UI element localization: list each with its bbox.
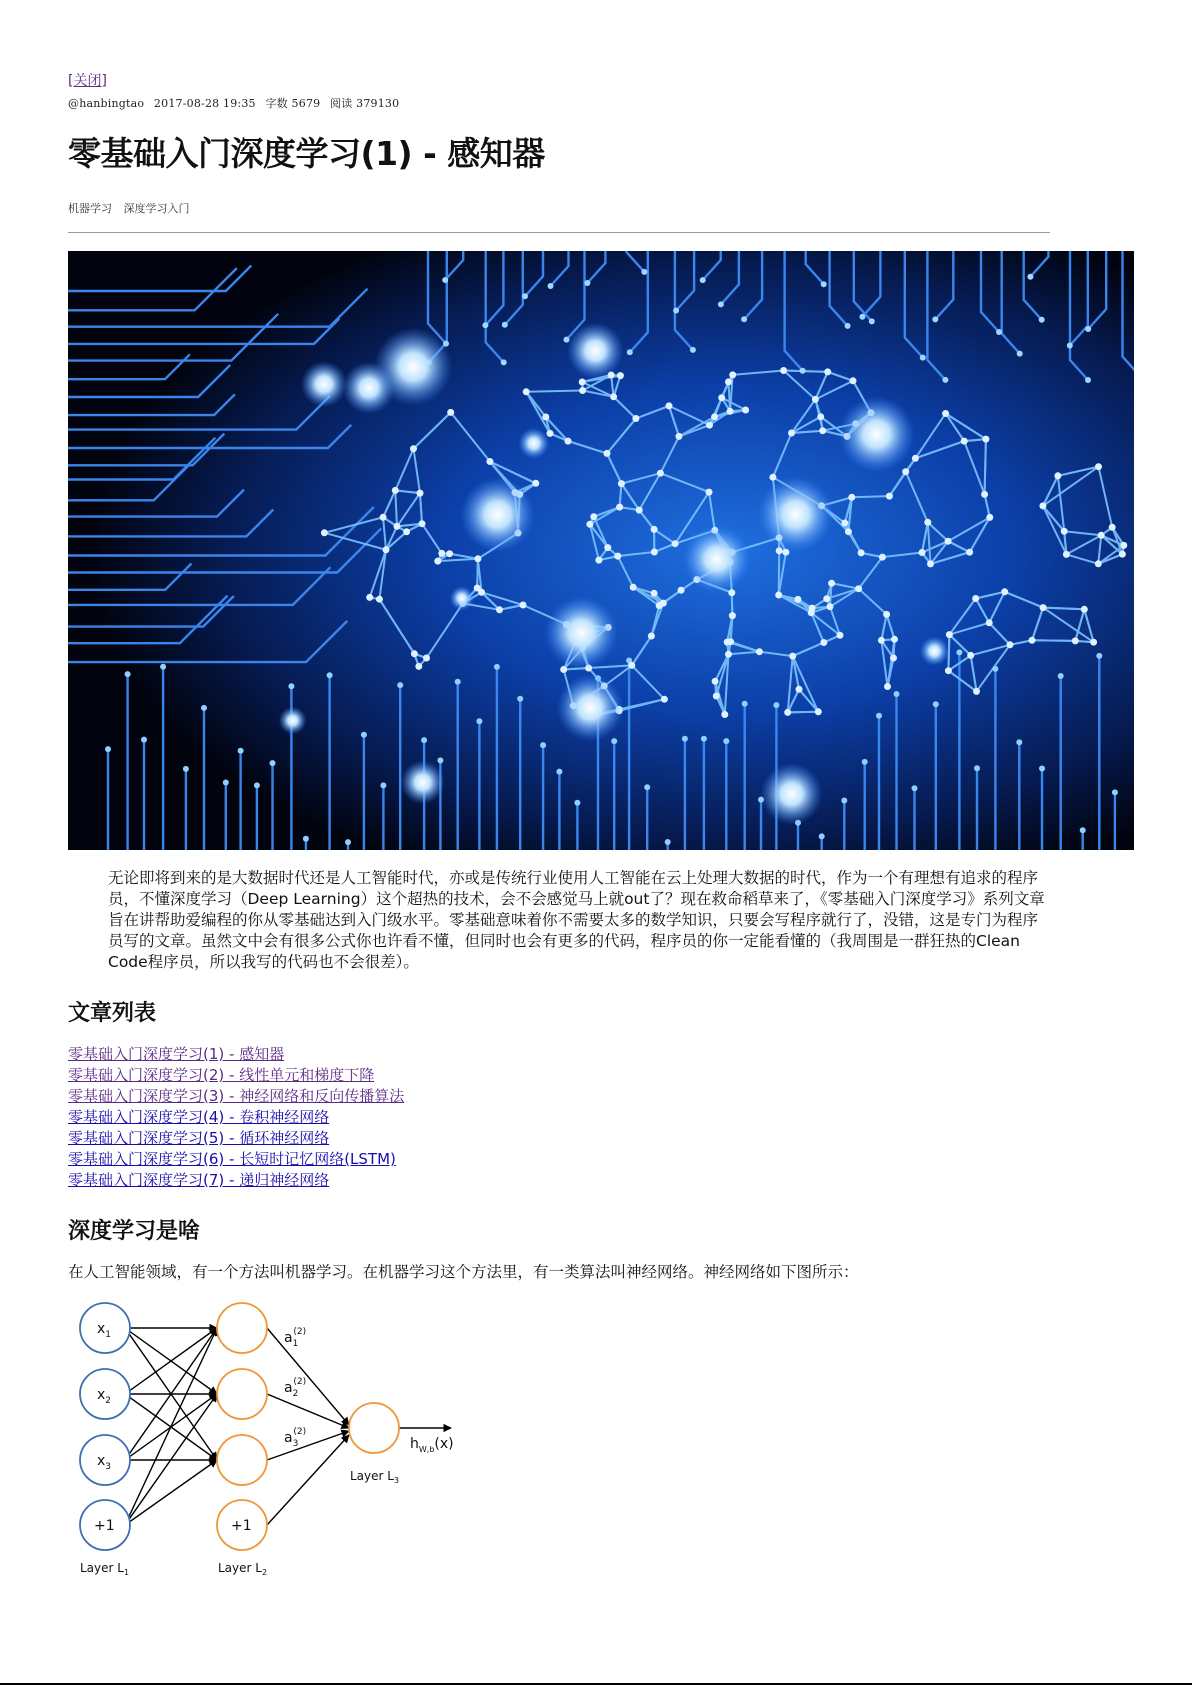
output-label: $h_{W,b}(x)$: [410, 1436, 454, 1454]
hidden-node: [217, 1303, 267, 1353]
article-link[interactable]: 零基础入门深度学习(2) - 线性单元和梯度下降: [68, 1066, 375, 1084]
tag[interactable]: 机器学习: [68, 202, 112, 215]
neural-network-svg: [68, 1295, 468, 1585]
article-link[interactable]: 零基础入门深度学习(1) - 感知器: [68, 1045, 285, 1063]
activation-label: $a_1(2)$: [284, 1327, 307, 1349]
word-count: 字数 5679: [265, 97, 321, 110]
node-label: $x_1$: [97, 1321, 112, 1340]
circuit-brain-illustration: [68, 251, 1134, 850]
intro-paragraph: 无论即将到来的是大数据时代还是人工智能时代，亦或是传统行业使用人工智能在云上处理大数据的时代，作为一个有理想有追求的程序员，不懂深度学习（Deep Learning）这个超热的技术，会不会感觉马上就out了？现在救命稻草来了，《零基础入门深度学习》系列文章旨在讲帮助爱编程的你从零基础达到入门级水平。零基础意味着你不需要太多的数学知识，只要会写程序就行了，没错，这是专门为程序员写的文章。虽然文中会有很多公式你也许看不懂，但同时也会有更多的代码，程序员的你一定能看懂的（我周围是一群狂热的Clean Code程序员，所以我写的代码也不会很差）。: [108, 869, 1045, 971]
section-heading-deep-learning: 深度学习是啥: [68, 1219, 201, 1244]
hero-image: [68, 251, 1134, 850]
node-label: $x_3$: [97, 1453, 112, 1472]
output-node: [349, 1403, 399, 1453]
article-link-list: [68, 1044, 404, 1191]
section-heading-article-list: 文章列表: [68, 1001, 157, 1026]
article-link[interactable]: 零基础入门深度学习(3) - 神经网络和反向传播算法: [68, 1087, 405, 1105]
node-label: +1: [231, 1518, 252, 1534]
connection-lines: [125, 1328, 451, 1525]
page-title: 零基础入门深度学习(1) - 感知器: [68, 134, 545, 173]
read-count: 阅读 379130: [330, 97, 400, 110]
divider: [68, 232, 1050, 233]
tag-list: [68, 200, 198, 216]
author: @hanbingtao: [68, 97, 145, 110]
activation-label: $a_3(2)$: [284, 1427, 307, 1449]
article-link[interactable]: 零基础入门深度学习(7) - 递归神经网络: [68, 1171, 330, 1189]
activation-label: $a_2(2)$: [284, 1377, 307, 1399]
node-label: $x_2$: [97, 1387, 112, 1406]
layer-label: Layer $L_1$: [80, 1561, 130, 1577]
tag[interactable]: 深度学习入门: [123, 202, 190, 215]
article-link[interactable]: 零基础入门深度学习(4) - 卷积神经网络: [68, 1108, 330, 1126]
node-label: +1: [94, 1518, 115, 1534]
close-link[interactable]: [关闭]: [68, 73, 107, 89]
hidden-node: [217, 1369, 267, 1419]
deep-learning-paragraph: 在人工智能领域，有一个方法叫机器学习。在机器学习这个方法里，有一类算法叫神经网络。神经网络如下图所示：: [68, 1263, 859, 1281]
article-link[interactable]: 零基础入门深度学习(5) - 循环神经网络: [68, 1129, 330, 1147]
datetime: 2017-08-28 19:35: [153, 97, 256, 110]
hidden-node: [217, 1435, 267, 1485]
neural-network-diagram: [68, 1295, 468, 1585]
layer-label: Layer $L_3$: [350, 1469, 400, 1485]
article-link[interactable]: 零基础入门深度学习(6) - 长短时记忆网络(LSTM): [68, 1150, 396, 1168]
article-meta: [68, 95, 405, 111]
layer-label: Layer $L_2$: [218, 1561, 268, 1577]
